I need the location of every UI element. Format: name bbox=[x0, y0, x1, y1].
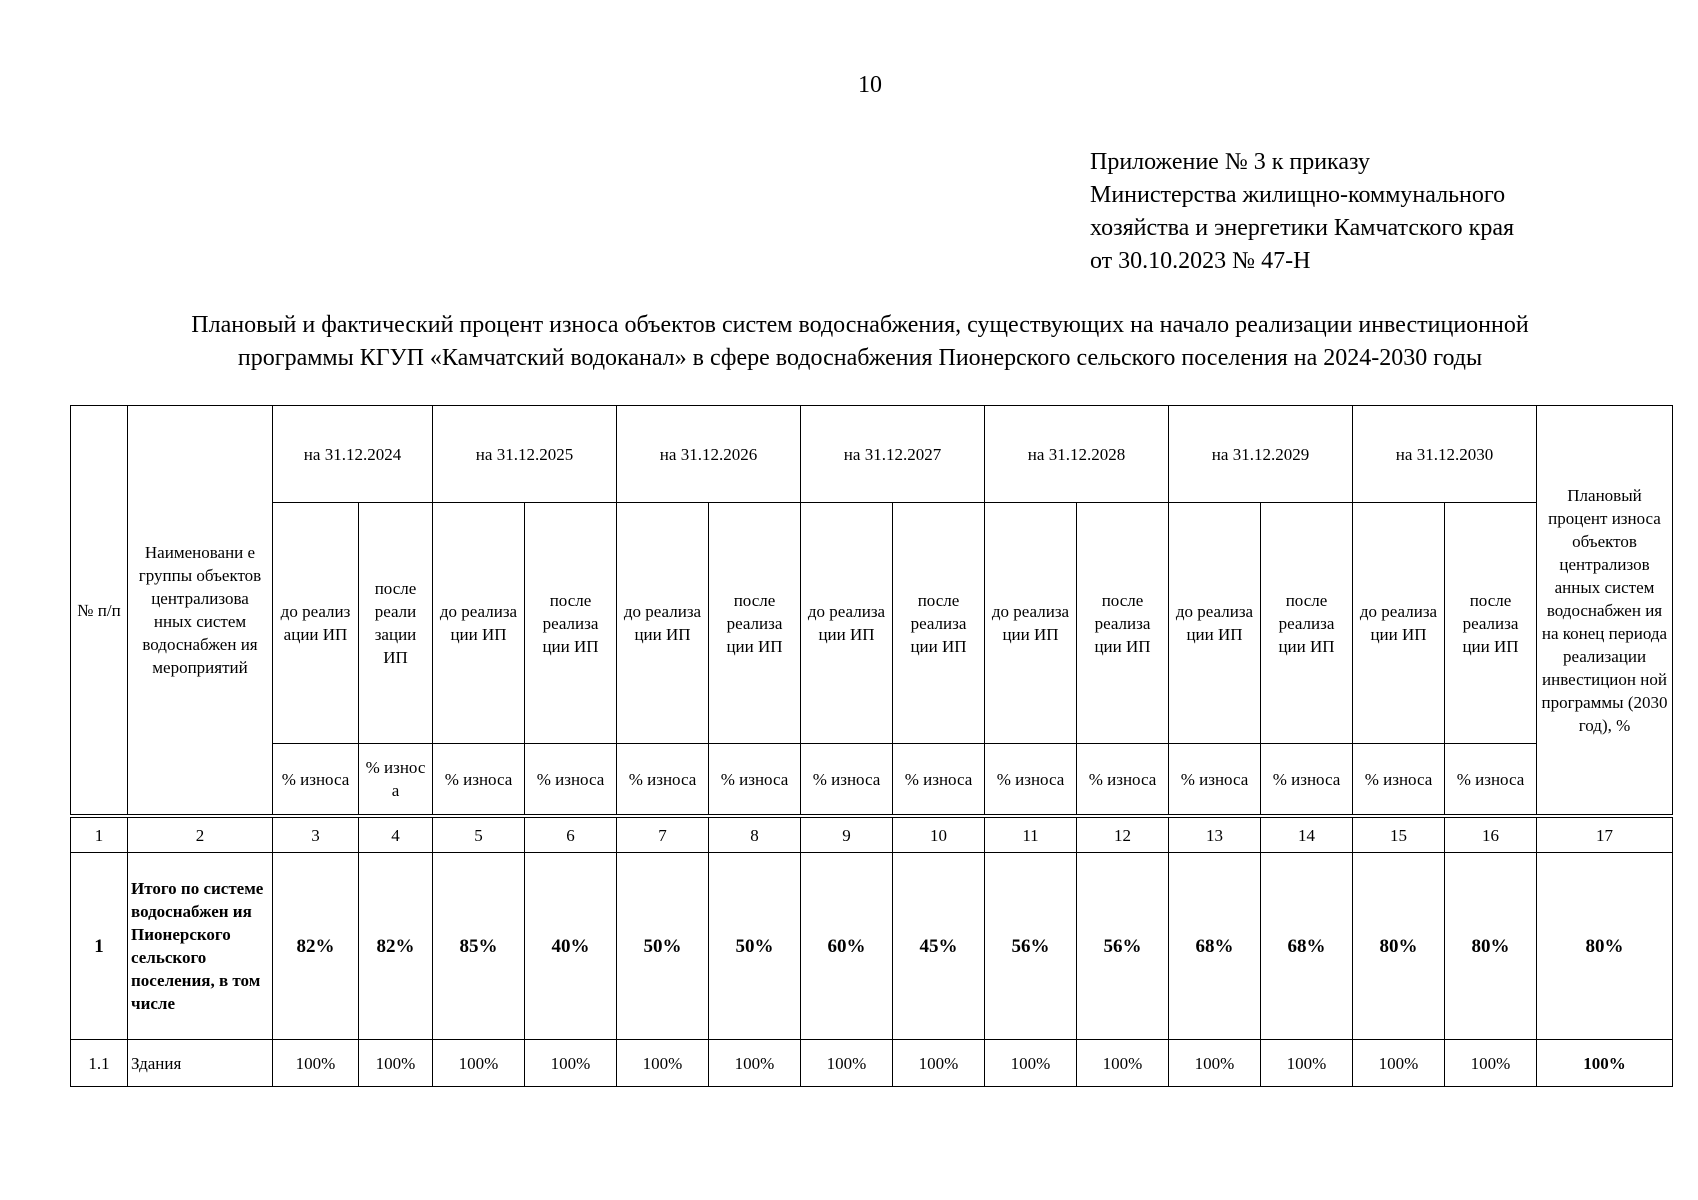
cell-value: 50% bbox=[617, 853, 709, 1040]
header-unit: % износа bbox=[1353, 744, 1445, 817]
header-unit: % износа bbox=[1445, 744, 1537, 817]
header-unit: % износа bbox=[893, 744, 985, 817]
column-number: 10 bbox=[893, 816, 985, 853]
cell-value: 100% bbox=[1353, 1040, 1445, 1087]
header-after: после реализа ции ИП bbox=[893, 503, 985, 744]
header-before: до реализа ции ИП bbox=[433, 503, 525, 744]
header-before: до реализа ции ИП bbox=[1353, 503, 1445, 744]
cell-value: 68% bbox=[1261, 853, 1353, 1040]
header-unit: % износа bbox=[985, 744, 1077, 817]
header-unit: % износа bbox=[1169, 744, 1261, 817]
cell-final: 80% bbox=[1537, 853, 1673, 1040]
header-after: после реали зации ИП bbox=[359, 503, 433, 744]
header-before: до реализа ции ИП bbox=[985, 503, 1077, 744]
header-unit: % износа bbox=[1077, 744, 1169, 817]
column-number: 7 bbox=[617, 816, 709, 853]
document-title bbox=[60, 309, 1660, 375]
header-unit: % износа bbox=[273, 744, 359, 817]
header-date: на 31.12.2026 bbox=[617, 406, 801, 503]
column-number: 17 bbox=[1537, 816, 1673, 853]
header-final: Плановый процент износа объектов централизов анных систем водоснабжен ия на конец периода реализации инвестицион ной программы (2030 год), % bbox=[1537, 406, 1673, 817]
cell-value: 100% bbox=[525, 1040, 617, 1087]
cell-value: 100% bbox=[709, 1040, 801, 1087]
header-date: на 31.12.2027 bbox=[801, 406, 985, 503]
column-number: 15 bbox=[1353, 816, 1445, 853]
header-row-phase bbox=[71, 503, 1673, 744]
header-no: № п/п bbox=[71, 406, 128, 817]
header-date: на 31.12.2025 bbox=[433, 406, 617, 503]
header-before: до реализа ции ИП bbox=[617, 503, 709, 744]
page-number: 10 bbox=[858, 72, 882, 98]
cell-value: 100% bbox=[893, 1040, 985, 1087]
header-after: после реализа ции ИП bbox=[1077, 503, 1169, 744]
table-row bbox=[71, 853, 1673, 1040]
table-row bbox=[71, 1040, 1673, 1087]
cell-value: 56% bbox=[985, 853, 1077, 1040]
header-date: на 31.12.2029 bbox=[1169, 406, 1353, 503]
title-line: Плановый и фактический процент износа объектов систем водоснабжения, существующих на начало реализации инвестиционной bbox=[191, 312, 1529, 338]
header-date: на 31.12.2028 bbox=[985, 406, 1169, 503]
header-unit: % износа bbox=[1261, 744, 1353, 817]
header-after: после реализа ции ИП bbox=[525, 503, 617, 744]
header-name: Наименовани е группы объектов централизова нных систем водоснабжен ия мероприятий bbox=[128, 406, 273, 817]
header-unit: % износ а bbox=[359, 744, 433, 817]
column-number: 2 bbox=[128, 816, 273, 853]
cell-value: 100% bbox=[433, 1040, 525, 1087]
appendix-line: хозяйства и энергетики Камчатского края bbox=[1090, 215, 1515, 241]
appendix-line: Приложение № 3 к приказу bbox=[1090, 149, 1370, 175]
column-number: 6 bbox=[525, 816, 617, 853]
header-after: после реализа ции ИП bbox=[709, 503, 801, 744]
header-unit: % износа bbox=[709, 744, 801, 817]
cell-value: 50% bbox=[709, 853, 801, 1040]
cell-value: 100% bbox=[1077, 1040, 1169, 1087]
cell-value: 100% bbox=[1261, 1040, 1353, 1087]
cell-value: 80% bbox=[1445, 853, 1537, 1040]
header-before: до реализа ции ИП bbox=[801, 503, 893, 744]
column-number: 9 bbox=[801, 816, 893, 853]
column-number: 8 bbox=[709, 816, 801, 853]
title-line: программы КГУП «Камчатский водоканал» в сфере водоснабжения Пионерского сельского поселения на 2024-2030 годы bbox=[237, 345, 1483, 371]
cell-value: 100% bbox=[801, 1040, 893, 1087]
cell-value: 82% bbox=[273, 853, 359, 1040]
cell-value: 85% bbox=[433, 853, 525, 1040]
header-before: до реализа ции ИП bbox=[1169, 503, 1261, 744]
column-number: 5 bbox=[433, 816, 525, 853]
cell-value: 56% bbox=[1077, 853, 1169, 1040]
column-number: 14 bbox=[1261, 816, 1353, 853]
column-number: 1 bbox=[71, 816, 128, 853]
cell-value: 100% bbox=[985, 1040, 1077, 1087]
cell-value: 68% bbox=[1169, 853, 1261, 1040]
row-name: Здания bbox=[128, 1040, 273, 1087]
row-number: 1.1 bbox=[71, 1040, 128, 1087]
appendix-line: от 30.10.2023 № 47-Н bbox=[1090, 248, 1311, 274]
column-number: 16 bbox=[1445, 816, 1537, 853]
cell-value: 45% bbox=[893, 853, 985, 1040]
column-number: 11 bbox=[985, 816, 1077, 853]
cell-value: 60% bbox=[801, 853, 893, 1040]
cell-value: 82% bbox=[359, 853, 433, 1040]
header-after: после реализа ции ИП bbox=[1261, 503, 1353, 744]
cell-value: 100% bbox=[273, 1040, 359, 1087]
header-unit: % износа bbox=[801, 744, 893, 817]
column-number: 12 bbox=[1077, 816, 1169, 853]
header-unit: % износа bbox=[525, 744, 617, 817]
wear-table bbox=[70, 405, 1673, 1087]
cell-value: 40% bbox=[525, 853, 617, 1040]
header-unit: % износа bbox=[617, 744, 709, 817]
cell-value: 100% bbox=[359, 1040, 433, 1087]
appendix-block bbox=[1090, 146, 1514, 278]
column-number-row bbox=[71, 816, 1673, 853]
header-before: до реализ ации ИП bbox=[273, 503, 359, 744]
appendix-line: Министерства жилищно-коммунального bbox=[1090, 182, 1506, 208]
cell-value: 100% bbox=[1445, 1040, 1537, 1087]
header-unit: % износа bbox=[433, 744, 525, 817]
cell-final: 100% bbox=[1537, 1040, 1673, 1087]
header-row-unit bbox=[71, 744, 1673, 817]
row-name: Итого по системе водоснабжен ия Пионерского сельского поселения, в том числе bbox=[128, 853, 273, 1040]
header-row-dates bbox=[71, 406, 1673, 503]
header-date: на 31.12.2024 bbox=[273, 406, 433, 503]
row-number: 1 bbox=[71, 853, 128, 1040]
cell-value: 100% bbox=[617, 1040, 709, 1087]
column-number: 4 bbox=[359, 816, 433, 853]
cell-value: 80% bbox=[1353, 853, 1445, 1040]
column-number: 3 bbox=[273, 816, 359, 853]
header-after: после реализа ции ИП bbox=[1445, 503, 1537, 744]
header-date: на 31.12.2030 bbox=[1353, 406, 1537, 503]
column-number: 13 bbox=[1169, 816, 1261, 853]
cell-value: 100% bbox=[1169, 1040, 1261, 1087]
